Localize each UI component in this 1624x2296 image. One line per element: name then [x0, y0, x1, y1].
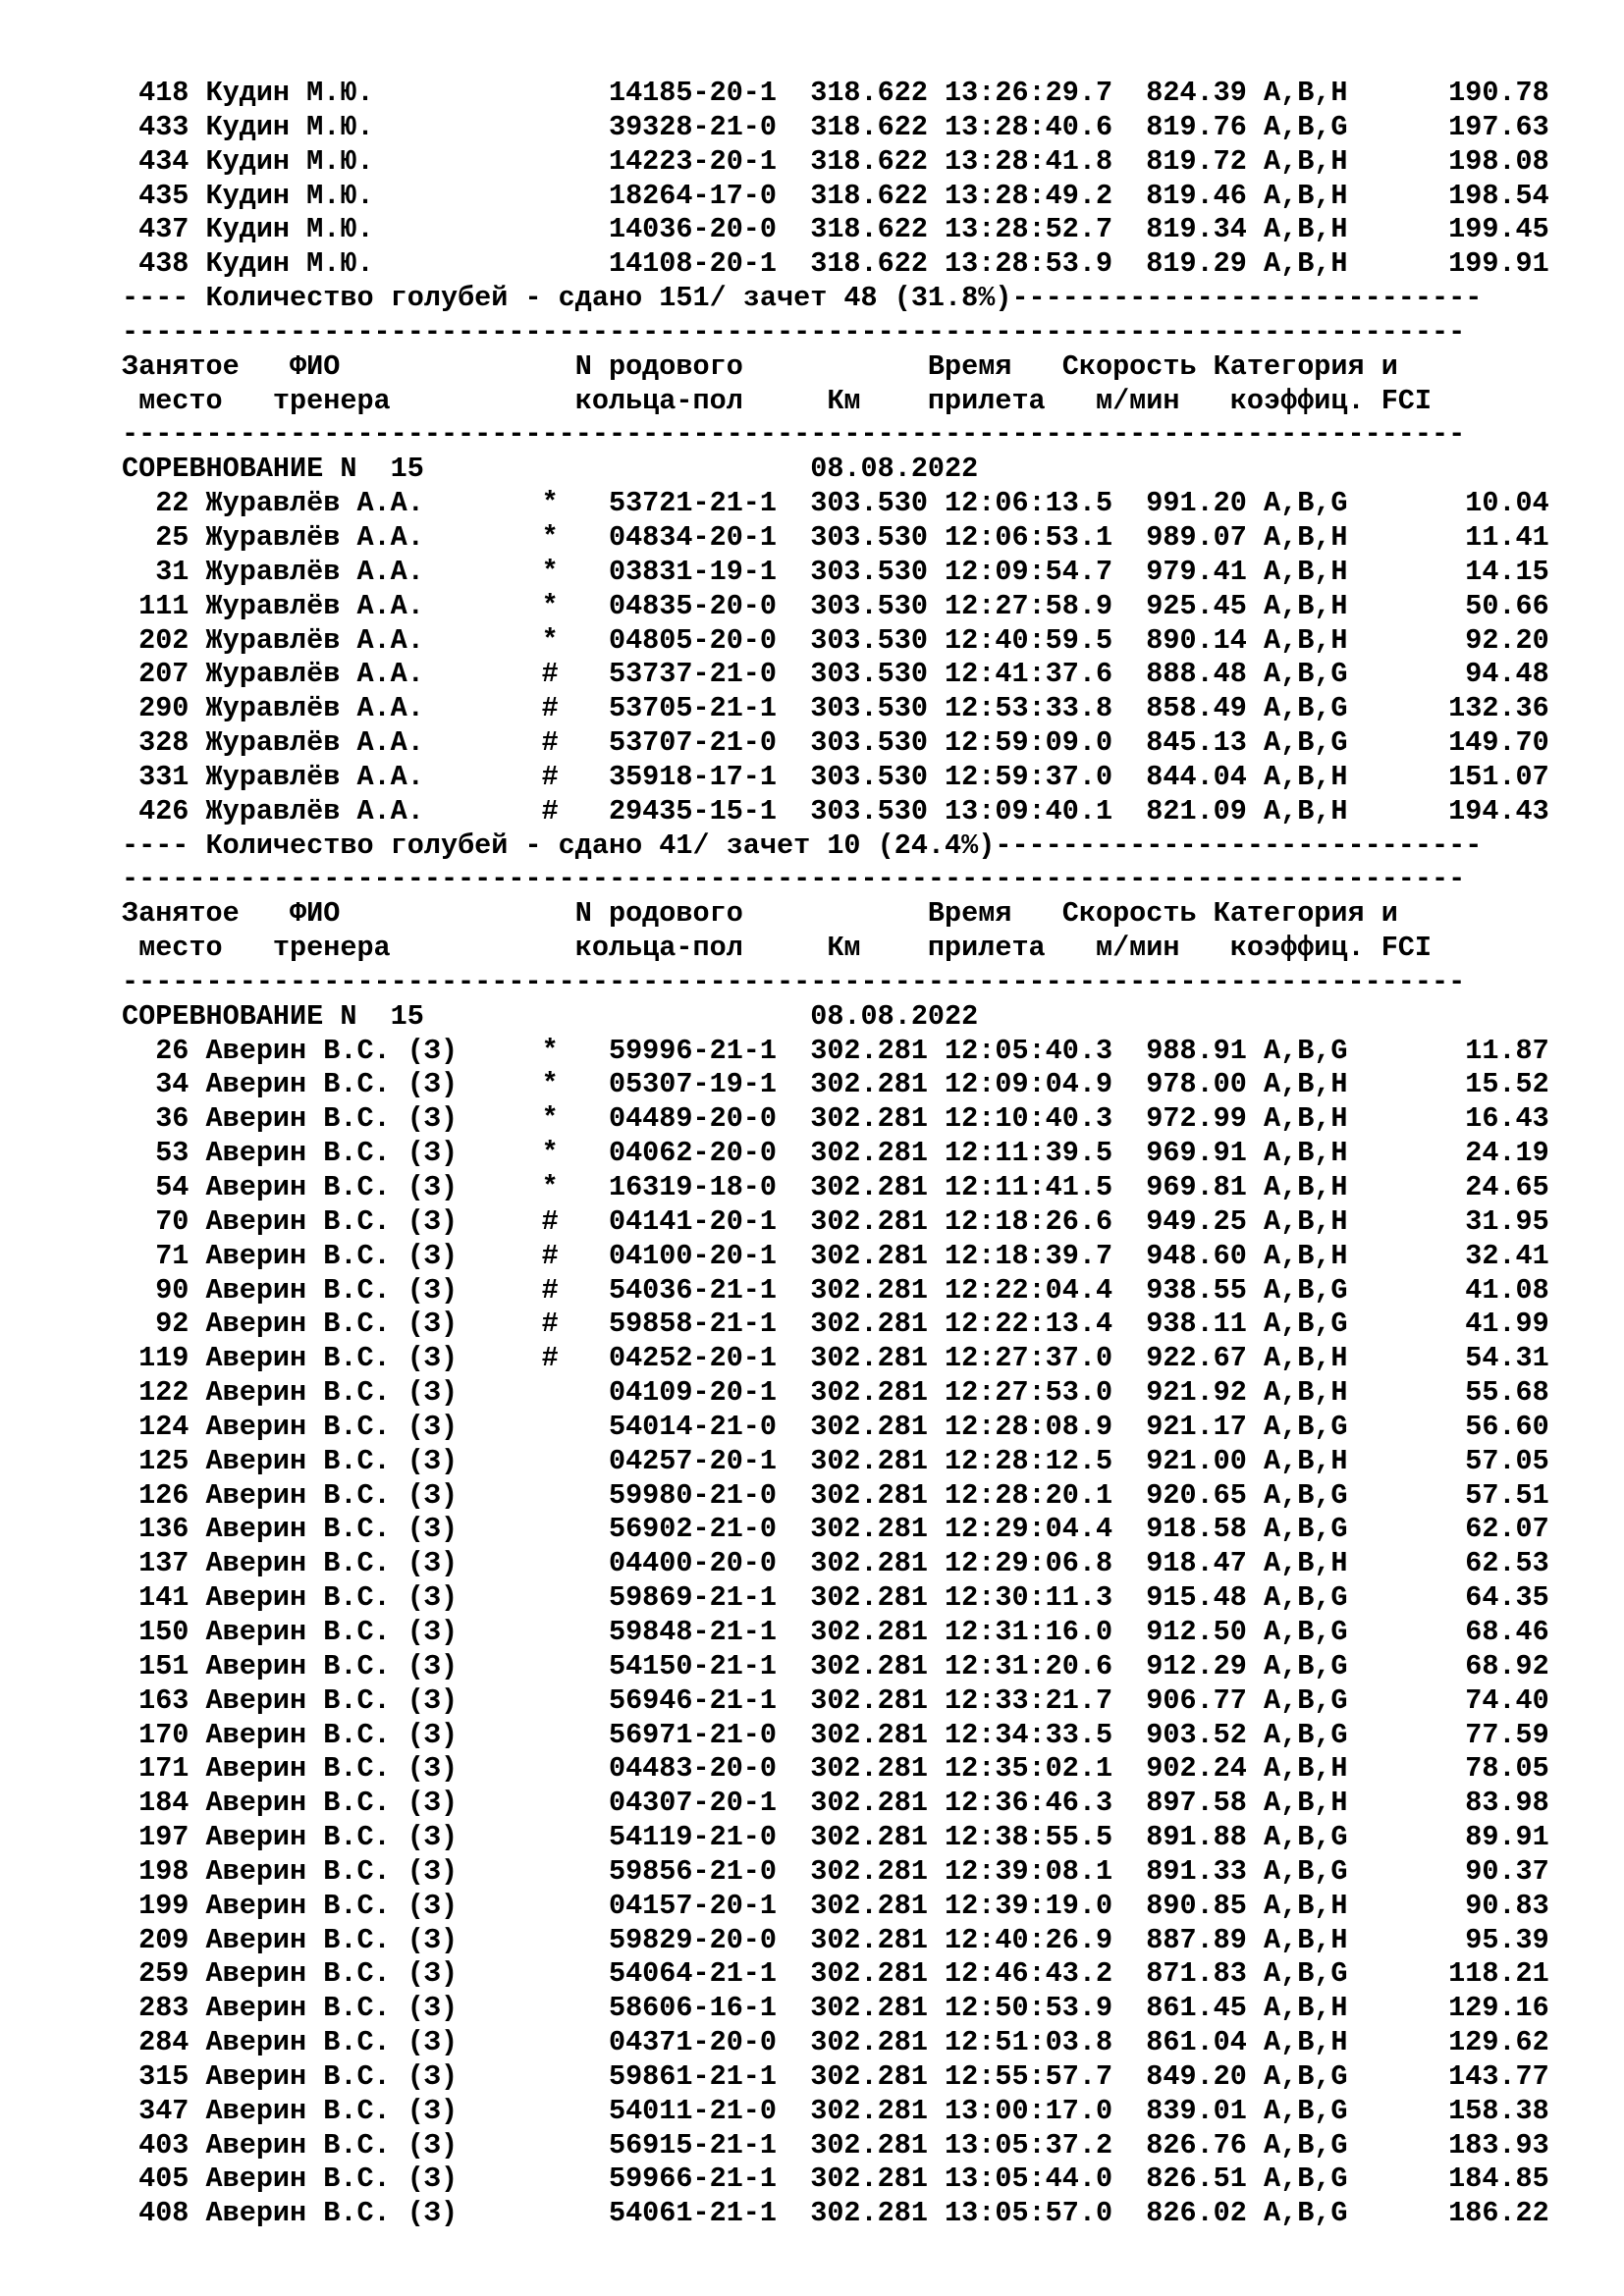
table-row: 202 Журавлёв А.А. * 04805-20-0 303.530 12:40:59.5 890.14 A,B,H 92.20: [122, 623, 1549, 657]
table-row: 437 Кудин М.Ю. 14036-20-0 318.622 13:28:52.7 819.34 A,B,H 199.45: [122, 213, 1549, 246]
table-row: 403 Аверин В.С. (З) 56915-21-1 302.281 13:05:37.2 826.76 A,B,G 183.93: [122, 2128, 1549, 2162]
competition-title: СОРЕВНОВАНИЕ N 15 08.08.2022: [122, 999, 979, 1033]
table-row: 198 Аверин В.С. (З) 59856-21-0 302.281 12:39:08.1 891.33 A,B,G 90.37: [122, 1854, 1549, 1888]
table-row: 433 Кудин М.Ю. 39328-21-0 318.622 13:28:40.6 819.76 A,B,G 197.63: [122, 110, 1549, 143]
rule: --------------------------------------------------------------------------------: [122, 418, 1466, 452]
table-row: 31 Журавлёв А.А. * 03831-19-1 303.530 12:09:54.7 979.41 A,B,H 14.15: [122, 555, 1549, 588]
table-row: 163 Аверин В.С. (З) 56946-21-1 302.281 12:33:21.7 906.77 A,B,G 74.40: [122, 1683, 1549, 1717]
table-row: 347 Аверин В.С. (З) 54011-21-0 302.281 13:00:17.0 839.01 A,B,G 158.38: [122, 2094, 1549, 2127]
table-row: 151 Аверин В.С. (З) 54150-21-1 302.281 12:31:20.6 912.29 A,B,G 68.92: [122, 1649, 1549, 1682]
table-row: 124 Аверин В.С. (З) 54014-21-0 302.281 12:28:08.9 921.17 A,B,G 56.60: [122, 1410, 1549, 1443]
table-row: 171 Аверин В.С. (З) 04483-20-0 302.281 12:35:02.1 902.24 A,B,H 78.05: [122, 1752, 1549, 1786]
table-row: 71 Аверин В.С. (З) # 04100-20-1 302.281 12:18:39.7 948.60 A,B,H 32.41: [122, 1239, 1549, 1272]
table-row: 170 Аверин В.С. (З) 56971-21-0 302.281 12:34:33.5 903.52 A,B,G 77.59: [122, 1718, 1549, 1751]
table-row: 290 Журавлёв А.А. # 53705-21-1 303.530 12:53:33.8 858.49 A,B,G 132.36: [122, 692, 1549, 725]
table-row: 122 Аверин В.С. (З) 04109-20-1 302.281 12:27:53.0 921.92 A,B,H 55.68: [122, 1376, 1549, 1410]
column-header-units: место тренера кольца-пол Км прилета м/мин коэффиц. FCI: [122, 384, 1433, 417]
table-row: 119 Аверин В.С. (З) # 04252-20-1 302.281 12:27:37.0 922.67 A,B,H 54.31: [122, 1342, 1549, 1375]
table-row: 209 Аверин В.С. (З) 59829-20-0 302.281 12:40:26.9 887.89 A,B,H 95.39: [122, 1923, 1549, 1956]
table-row: 34 Аверин В.С. (З) * 05307-19-1 302.281 12:09:04.9 978.00 A,B,H 15.52: [122, 1068, 1549, 1101]
table-row: 141 Аверин В.С. (З) 59869-21-1 302.281 12:30:11.3 915.48 A,B,G 64.35: [122, 1581, 1549, 1615]
column-header: Занятое ФИО N родового Время Скорость Категория и: [122, 349, 1398, 383]
table-row: 284 Аверин В.С. (З) 04371-20-0 302.281 12:51:03.8 861.04 A,B,H 129.62: [122, 2026, 1549, 2059]
table-row: 328 Журавлёв А.А. # 53707-21-0 303.530 12:59:09.0 845.13 A,B,G 149.70: [122, 726, 1549, 760]
table-row: 53 Аверин В.С. (З) * 04062-20-0 302.281 12:11:39.5 969.91 A,B,H 24.19: [122, 1137, 1549, 1170]
table-row: 125 Аверин В.С. (З) 04257-20-1 302.281 12:28:12.5 921.00 A,B,H 57.05: [122, 1444, 1549, 1477]
table-row: 438 Кудин М.Ю. 14108-20-1 318.622 13:28:53.9 819.29 A,B,H 199.91: [122, 247, 1549, 281]
competition-title: СОРЕВНОВАНИЕ N 15 08.08.2022: [122, 453, 979, 486]
results-document: [122, 77, 1595, 2231]
column-header: Занятое ФИО N родового Время Скорость Категория и: [122, 897, 1398, 931]
section-summary: ---- Количество голубей - сдано 41/ зачет 10 (24.4%)-----------------------------: [122, 828, 1483, 862]
table-row: 36 Аверин В.С. (З) * 04489-20-0 302.281 12:10:40.3 972.99 A,B,H 16.43: [122, 1102, 1549, 1136]
table-row: 92 Аверин В.С. (З) # 59858-21-1 302.281 12:22:13.4 938.11 A,B,G 41.99: [122, 1308, 1549, 1341]
table-row: 197 Аверин В.С. (З) 54119-21-0 302.281 12:38:55.5 891.88 A,B,G 89.91: [122, 1821, 1549, 1854]
table-row: 435 Кудин М.Ю. 18264-17-0 318.622 13:28:49.2 819.46 A,B,H 198.54: [122, 179, 1549, 212]
rule: --------------------------------------------------------------------------------: [122, 965, 1466, 998]
table-row: 418 Кудин М.Ю. 14185-20-1 318.622 13:26:29.7 824.39 A,B,H 190.78: [122, 77, 1549, 109]
section-summary: ---- Количество голубей - сдано 151/ зачет 48 (31.8%)----------------------------: [122, 282, 1483, 315]
table-row: 315 Аверин В.С. (З) 59861-21-1 302.281 12:55:57.7 849.20 A,B,G 143.77: [122, 2059, 1549, 2093]
table-row: 137 Аверин В.С. (З) 04400-20-0 302.281 12:29:06.8 918.47 A,B,H 62.53: [122, 1547, 1549, 1580]
table-row: 126 Аверин В.С. (З) 59980-21-0 302.281 12:28:20.1 920.65 A,B,G 57.51: [122, 1478, 1549, 1512]
table-row: 199 Аверин В.С. (З) 04157-20-1 302.281 12:39:19.0 890.85 A,B,H 90.83: [122, 1889, 1549, 1922]
table-row: 90 Аверин В.С. (З) # 54036-21-1 302.281 12:22:04.4 938.55 A,B,G 41.08: [122, 1273, 1549, 1307]
table-row: 26 Аверин В.С. (З) * 59996-21-1 302.281 12:05:40.3 988.91 A,B,G 11.87: [122, 1034, 1549, 1067]
rule: --------------------------------------------------------------------------------: [122, 315, 1466, 348]
table-row: 408 Аверин В.С. (З) 54061-21-1 302.281 13:05:57.0 826.02 A,B,G 186.22: [122, 2197, 1549, 2230]
column-header-units: место тренера кольца-пол Км прилета м/мин коэффиц. FCI: [122, 932, 1433, 965]
table-row: 405 Аверин В.С. (З) 59966-21-1 302.281 13:05:44.0 826.51 A,B,G 184.85: [122, 2163, 1549, 2196]
table-row: 54 Аверин В.С. (З) * 16319-18-0 302.281 12:11:41.5 969.81 A,B,H 24.65: [122, 1171, 1549, 1203]
table-row: 259 Аверин В.С. (З) 54064-21-1 302.281 12:46:43.2 871.83 A,B,G 118.21: [122, 1957, 1549, 1991]
table-row: 207 Журавлёв А.А. # 53737-21-0 303.530 12:41:37.6 888.48 A,B,G 94.48: [122, 658, 1549, 691]
rule: --------------------------------------------------------------------------------: [122, 863, 1466, 896]
table-row: 426 Журавлёв А.А. # 29435-15-1 303.530 13:09:40.1 821.09 A,B,H 194.43: [122, 794, 1549, 828]
table-row: 136 Аверин В.С. (З) 56902-21-0 302.281 12:29:04.4 918.58 A,B,G 62.07: [122, 1513, 1549, 1546]
table-row: 111 Журавлёв А.А. * 04835-20-0 303.530 12:27:58.9 925.45 A,B,H 50.66: [122, 589, 1549, 622]
table-row: 434 Кудин М.Ю. 14223-20-1 318.622 13:28:41.8 819.72 A,B,H 198.08: [122, 144, 1549, 178]
table-row: 184 Аверин В.С. (З) 04307-20-1 302.281 12:36:46.3 897.58 A,B,H 83.98: [122, 1787, 1549, 1820]
table-row: 70 Аверин В.С. (З) # 04141-20-1 302.281 12:18:26.6 949.25 A,B,H 31.95: [122, 1204, 1549, 1238]
table-row: 283 Аверин В.С. (З) 58606-16-1 302.281 12:50:53.9 861.45 A,B,H 129.16: [122, 1992, 1549, 2025]
table-row: 22 Журавлёв А.А. * 53721-21-1 303.530 12:06:13.5 991.20 A,B,G 10.04: [122, 487, 1549, 520]
table-row: 25 Журавлёв А.А. * 04834-20-1 303.530 12:06:53.1 989.07 A,B,H 11.41: [122, 520, 1549, 554]
table-row: 331 Журавлёв А.А. # 35918-17-1 303.530 12:59:37.0 844.04 A,B,H 151.07: [122, 760, 1549, 793]
table-row: 150 Аверин В.С. (З) 59848-21-1 302.281 12:31:16.0 912.50 A,B,G 68.46: [122, 1615, 1549, 1648]
